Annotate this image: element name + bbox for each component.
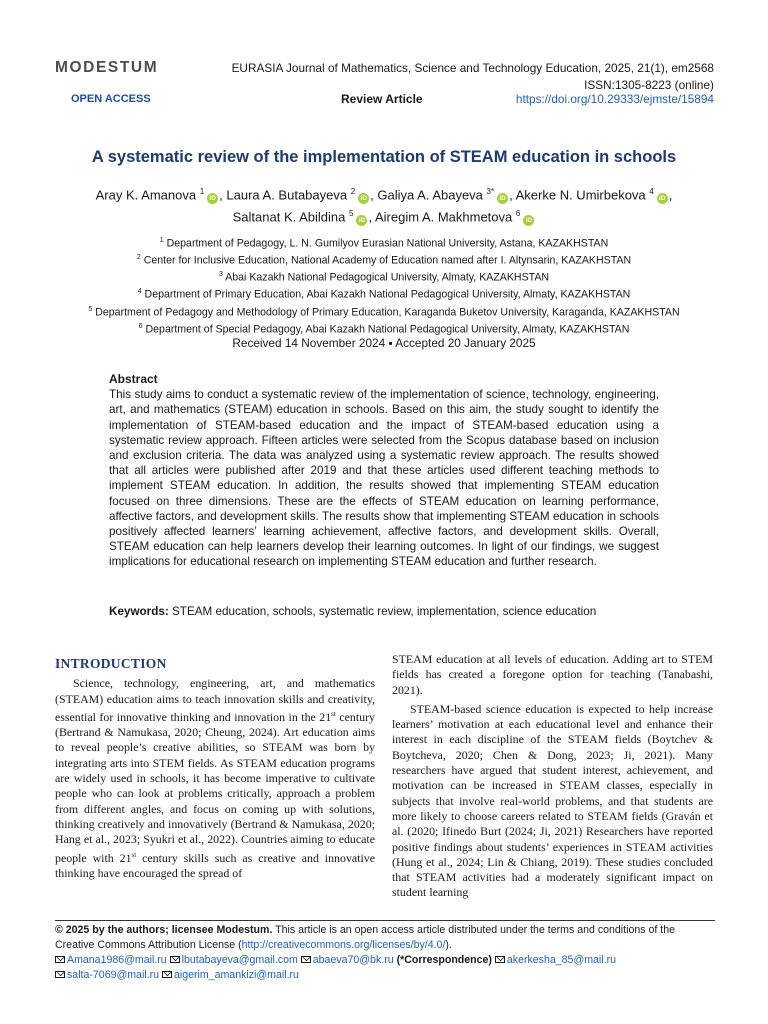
affiliation-sup: 4	[137, 288, 142, 296]
body-paragraph	[55, 676, 375, 881]
orcid-icon[interactable]: iD	[657, 193, 668, 204]
journal-info	[232, 60, 714, 94]
publisher-logo: MODESTUM	[55, 59, 159, 76]
author-affil-sup: 3*	[486, 187, 495, 196]
author-line-1: Aray K. Amanova $^1$iD , Laura A. Butabayeva $^2$iD , Galiya A. Abayeva $^{3*}$iD , Akerke N. Umirbekova $^4$iD ,	[95, 187, 673, 203]
author-affil-sup: 2	[350, 187, 356, 196]
affiliation-item	[40, 251, 728, 268]
issn-line: ISSN:1305-8223 (online)	[584, 78, 714, 92]
open-access-label: OPEN ACCESS	[71, 93, 151, 105]
mail-icon	[170, 956, 180, 963]
mail-icon	[55, 956, 65, 963]
affiliation-sup: 6	[138, 322, 143, 330]
orcid-icon[interactable]: iD	[356, 215, 367, 226]
ordinal-sup: st	[131, 850, 137, 859]
orcid-icon[interactable]: iD	[497, 193, 508, 204]
email-link[interactable]: salta-7069@mail.ru	[67, 969, 160, 981]
affiliation-item	[40, 320, 728, 337]
author-name: Aray K. Amanova	[95, 187, 197, 203]
affiliation-sup: 5	[88, 305, 93, 313]
author-name: Airegim A. Makhmetova	[374, 209, 513, 225]
orcid-icon[interactable]: iD	[523, 215, 534, 226]
author-affil-sup: 4	[649, 187, 654, 196]
footer-divider	[55, 920, 715, 921]
author-line-2: Saltanat K. Abildina $^5$iD , Airegim A. Makhmetova $^6$iD	[40, 205, 728, 227]
affiliation-text: Abai Kazakh National Pedagogical University, Almaty, KAZAKHSTAN	[225, 271, 550, 284]
body-column-left	[55, 656, 375, 881]
paragraph-text: century skills such as creative and innovative thinking have encouraged the spread of	[55, 850, 376, 880]
abstract-heading: Abstract	[109, 372, 158, 386]
affiliation-text: Center for Inclusive Education, National Academy of Education named after I. Altynsarin, KAZAKHSTAN	[143, 254, 632, 267]
author-affil-sup: 1	[199, 187, 205, 196]
abstract-text: This study aims to conduct a systematic review of the implementation of science, technology, engineering, art, and mathematics (STEAM) education in schools. Based on this aim, the study sought to identify the implementation of STEAM-based education and the impact of STEAM-based education using a systematic review approach. Fifteen articles were selected from the Scopus database based on inclusion and exclusion criteria. The data was analyzed using a systematic review approach. The results showed that all articles were published after 2019 and that these articles used different teaching methods to implement STEAM education. In addition, the results showed that implementing STEAM education focused on three dimensions. These are the effects of STEAM education on learning performance, affective factors, and development skills. The results show that implementing STEAM education in schools positively affected learners’ learning achievement, affective factors, and development skills. Overall, STEAM education can help learners develop their learning outcomes. In light of our findings, we suggest implications for educational research on implementing STEAM education and further research.	[109, 388, 659, 569]
keywords-line	[109, 605, 669, 618]
journal-line: EURASIA Journal of Mathematics, Science and Technology Education, 2025, 21(1), em2568	[231, 61, 714, 75]
affiliation-item	[40, 303, 728, 320]
affiliation-text: Department of Pedagogy, L. N. Gumilyov Eurasian National University, Astana, KAZAKHSTAN	[166, 237, 609, 250]
keywords-text: STEAM education, schools, systematic review, implementation, science education	[172, 605, 597, 618]
affiliation-text: Department of Pedagogy and Methodology of Primary Education, Karaganda Buketov University, Karaganda, KAZAKHSTAN	[95, 306, 680, 319]
mail-icon	[55, 971, 65, 978]
ordinal-sup: st	[331, 709, 336, 718]
author-affil-sup: 6	[515, 208, 521, 218]
author-affil-sup: 5	[349, 208, 354, 218]
author-list	[40, 183, 728, 227]
body-paragraph: STEAM education at all levels of education. Adding art to STEM fields has created a foregone option for teaching (Tanabashi, 2021).	[392, 652, 713, 697]
copyright-notice	[55, 923, 715, 953]
affiliation-item	[40, 285, 728, 302]
paragraph-text: Science, technology, engineering, art, and mathematics (STEAM) education aims to teach innovation skills and creativity, essential for innovative thinking and innovation in the 21	[55, 676, 375, 724]
body-paragraph: STEAM-based science education is expected to help increase learners’ motivation at each educational level and enhance their interest in each discipline of the STEAM fields (Boytchev & Boytcheva, 2020; Chen & Dong, 2023; Ji, 2021). Many researchers have argued that student interest, achievement, and motivation can be increased in STEAM classes, especially in subjects that involve real-world problems, and that students are more likely to choose careers related to STEAM fields (Graván et al. (2020; Ifinedo Burt (2024; Ji, 2021) Researchers have reported positive findings about students’ experiences in STEAM activities (Hung et al., 2024; Lin & Chiang, 2019). These studies concluded that STEAM activities had a moderately significant impact on student learning	[392, 701, 713, 900]
author-name: Akerke N. Umirbekova	[515, 187, 646, 203]
email-link[interactable]: aigerim_amankizi@mail.ru	[173, 969, 299, 981]
abstract-block	[109, 372, 659, 570]
affiliation-sup: 1	[159, 237, 164, 244]
license-link[interactable]: http://creativecommons.org/licenses/by/4.0/	[241, 939, 446, 951]
body-column-right	[392, 652, 713, 901]
copyright-bold: © 2025 by the authors; licensee Modestum.	[55, 924, 273, 936]
email-link[interactable]: akerkesha_85@mail.ru	[506, 954, 616, 966]
footer-block	[55, 923, 715, 983]
paper-title: A systematic review of the implementation of STEAM education in schools	[91, 148, 677, 166]
received-accepted-dates: Received 14 November 2024 ▪ Accepted 20 January 2025	[232, 336, 536, 350]
affiliation-item	[40, 268, 728, 285]
orcid-icon[interactable]: iD	[358, 193, 369, 204]
mail-icon	[162, 971, 172, 978]
author-name: Saltanat K. Abildina	[232, 209, 346, 225]
email-link[interactable]: Amana1986@mail.ru	[67, 954, 167, 966]
copyright-text: This article is an open access article distributed under the terms and conditions of the Creative Commons Attribution License (	[55, 924, 675, 951]
email-line-2	[55, 968, 715, 983]
email-link[interactable]: abaeva70@bk.ru	[312, 954, 394, 966]
affiliation-sup: 2	[136, 254, 141, 262]
article-type-label: Review Article	[341, 92, 423, 106]
affiliation-list	[40, 234, 728, 337]
mail-icon	[495, 956, 505, 963]
keywords-label: Keywords:	[109, 605, 169, 618]
affiliation-text: Department of Special Pedagogy, Abai Kazakh National Pedagogical University, Almaty, KAZAKHSTAN	[145, 323, 630, 336]
email-line-1	[55, 953, 715, 968]
affiliation-text: Department of Primary Education, Abai Kazakh National Pedagogical University, Almaty, KAZAKHSTAN	[144, 288, 631, 301]
section-heading-introduction: INTRODUCTION	[55, 656, 167, 671]
orcid-icon[interactable]: iD	[207, 193, 218, 204]
mail-icon	[301, 956, 311, 963]
doi-link[interactable]: https://doi.org/10.29333/ejmste/15894	[515, 92, 714, 106]
paragraph-text: century (Bertrand & Namukasa, 2020; Cheung, 2024). Art education aims to reveal people’s creative abilities, so STEAM was born by integrating arts into STEM fields. As STEAM education programs are widely used in schools, it has become imperative to cultivate people who can look at problems critically, approach a problem from different angles, and focus on coming up with solutions, thinking creatively and innovatively (Bertrand & Namukasa, 2020; Hang et al., 2023; Syukri et al., 2022). Countries aiming to educate people with 21	[55, 709, 375, 865]
email-link[interactable]: lbutabayeva@gmail.com	[181, 954, 298, 966]
author-name: Laura A. Butabayeva	[226, 187, 348, 203]
affiliation-sup: 3	[218, 271, 223, 279]
affiliation-item	[40, 234, 728, 251]
author-name: Galiya A. Abayeva	[377, 187, 483, 203]
correspondence-note: (*Correspondence)	[396, 954, 492, 966]
copyright-close: ).	[445, 939, 452, 951]
